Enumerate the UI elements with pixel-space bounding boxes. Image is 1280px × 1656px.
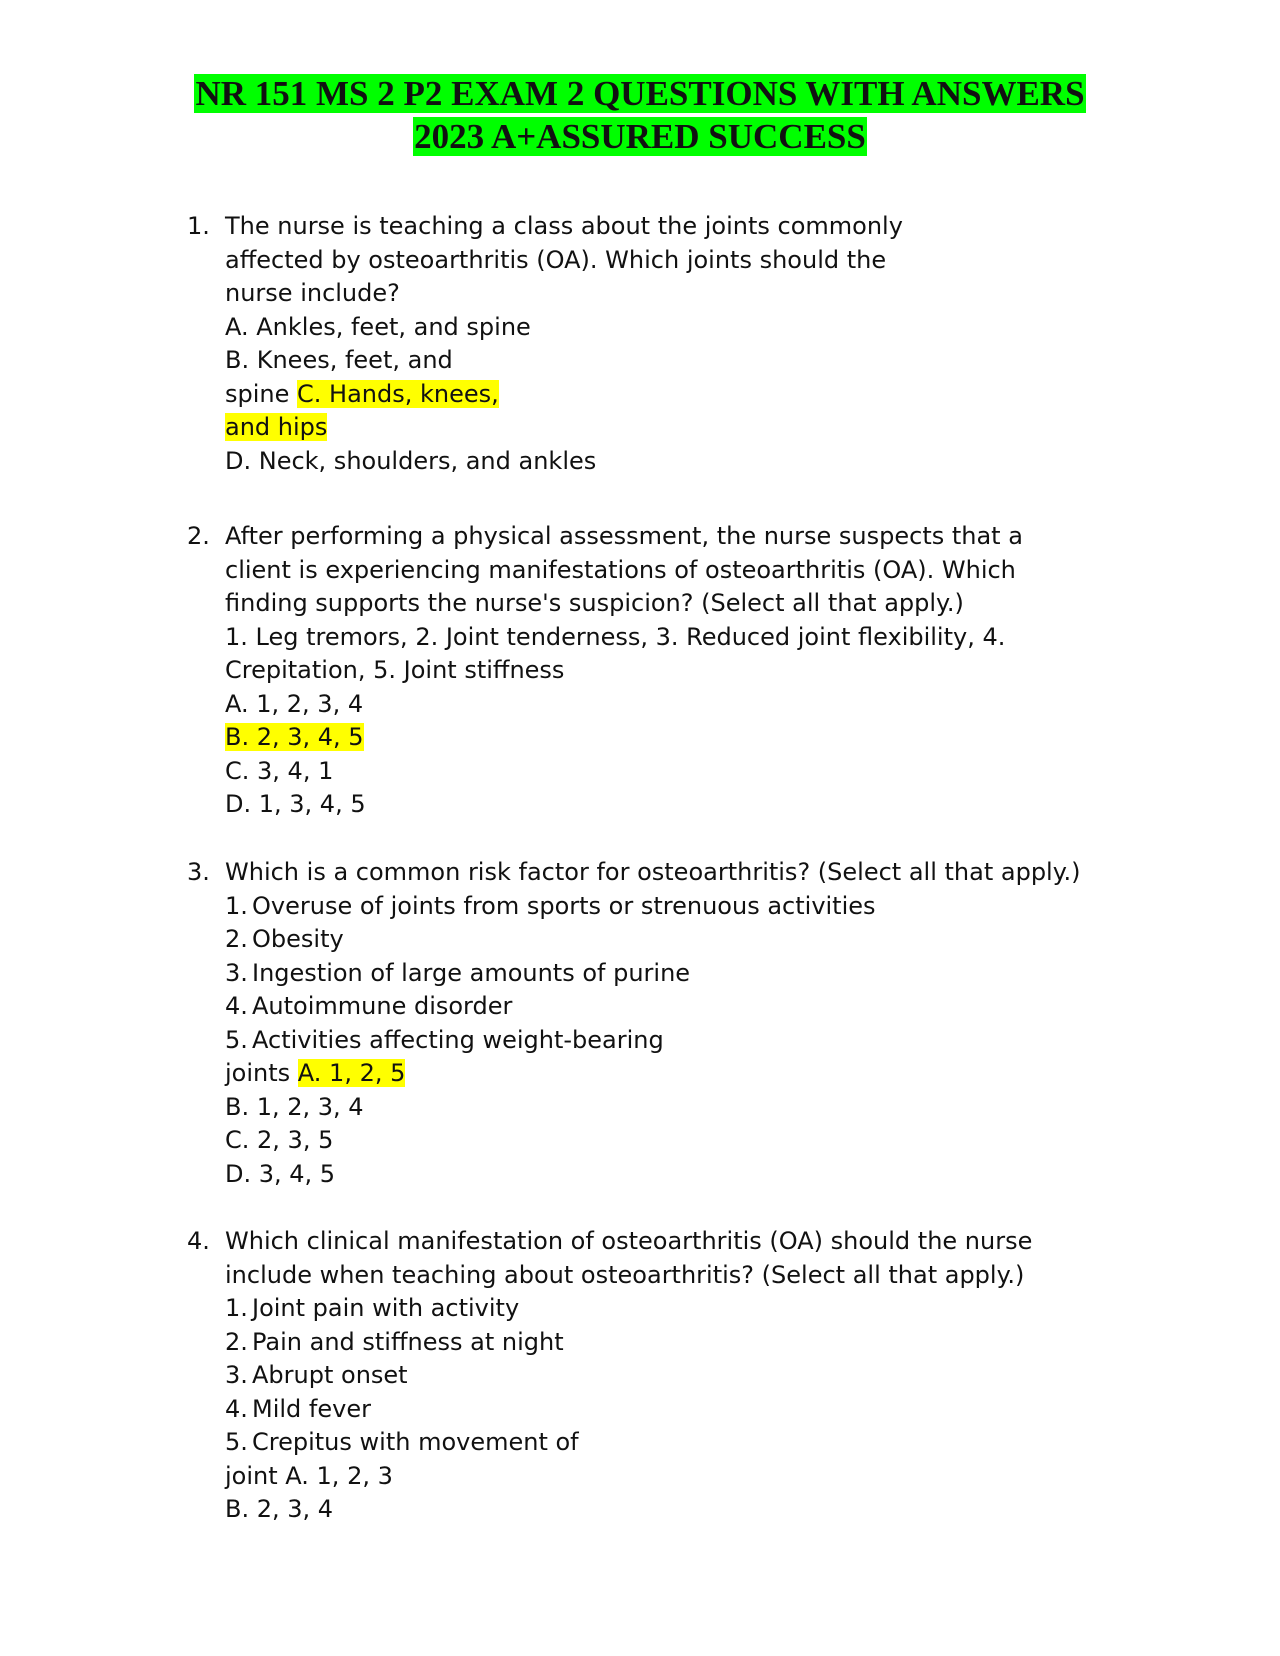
question-stem-line: client is experiencing manifestations of osteoarthritis (OA). Which <box>225 555 1016 584</box>
correct-answer-a: A. 1, 2, 5 <box>297 1059 406 1087</box>
list-item: 5. Crepitus with movement of <box>225 1428 579 1456</box>
option-c: C. 2, 3, 5 <box>225 1126 334 1154</box>
question-body <box>225 520 1023 822</box>
question-number: 1. <box>187 212 210 240</box>
list-item: 3. Ingestion of large amounts of purine <box>225 958 691 987</box>
list-item: 2. Pain and stiffness at night <box>225 1327 564 1356</box>
option-b: B. 1, 2, 3, 4 <box>225 1092 364 1121</box>
list-item: 1. Overuse of joints from sports or strenuous activities <box>225 891 876 920</box>
title-line-2: 2023 A+ASSURED SUCCESS <box>414 117 866 156</box>
option-b-tail: spine <box>225 379 290 408</box>
option-a: A. 1, 2, 3 <box>285 1461 393 1490</box>
question-number: 2. <box>187 522 210 550</box>
question-stem-line: Crepitation, 5. Joint stiffness <box>225 656 565 684</box>
question-number: 4. <box>187 1227 210 1255</box>
question-stem-line: 1. Leg tremors, 2. Joint tenderness, 3. Reduced joint flexibility, 4. <box>225 622 1006 651</box>
title-line-1: NR 151 MS 2 P2 EXAM 2 QUESTIONS WITH ANSWERS <box>195 74 1085 113</box>
list-item: 4. Autoimmune disorder <box>225 992 513 1020</box>
question-body <box>225 1225 1032 1527</box>
option-b: B. Knees, feet, and <box>225 346 453 374</box>
question-stem-line: finding supports the nurse's suspicion? (Select all that apply.) <box>225 589 964 617</box>
correct-answer-c-continued: and hips <box>225 413 328 441</box>
list-item: 5. Activities affecting weight-bearing <box>225 1025 664 1054</box>
question-stem-line: Which clinical manifestation of osteoarthritis (OA) should the nurse <box>225 1227 1033 1255</box>
document-title <box>0 72 1280 158</box>
option-b: B. 2, 3, 4 <box>225 1495 334 1523</box>
option-d: D. 3, 4, 5 <box>225 1159 336 1188</box>
question-stem-line: affected by osteoarthritis (OA). Which joints should the <box>225 245 887 274</box>
option-a: A. 1, 2, 3, 4 <box>225 689 364 718</box>
option-d: D. 1, 3, 4, 5 <box>225 790 366 818</box>
list-item-tail: joint <box>225 1461 278 1490</box>
question-stem-line: Which is a common risk factor for osteoarthritis? (Select all that apply.) <box>225 858 1081 886</box>
question-stem-line: nurse include? <box>225 279 400 307</box>
question-stem-line: include when teaching about osteoarthritis? (Select all that apply.) <box>225 1260 1025 1289</box>
option-d: D. Neck, shoulders, and ankles <box>225 446 597 475</box>
list-item: 4. Mild fever <box>225 1394 371 1423</box>
question-body <box>225 856 1081 1191</box>
option-c: C. 3, 4, 1 <box>225 756 334 785</box>
question-stem-line: The nurse is teaching a class about the joints commonly <box>225 212 903 240</box>
correct-answer-c: C. Hands, knees, <box>297 379 499 408</box>
question-stem-line: After performing a physical assessment, the nurse suspects that a <box>225 522 1023 550</box>
list-item-tail: joints <box>225 1059 291 1087</box>
correct-answer-b: B. 2, 3, 4, 5 <box>225 723 364 751</box>
question-body <box>225 210 903 478</box>
list-item: 3. Abrupt onset <box>225 1361 408 1389</box>
option-a: A. Ankles, feet, and spine <box>225 312 531 341</box>
question-number: 3. <box>187 858 210 886</box>
list-item: 2. Obesity <box>225 925 344 953</box>
list-item: 1. Joint pain with activity <box>225 1294 520 1322</box>
